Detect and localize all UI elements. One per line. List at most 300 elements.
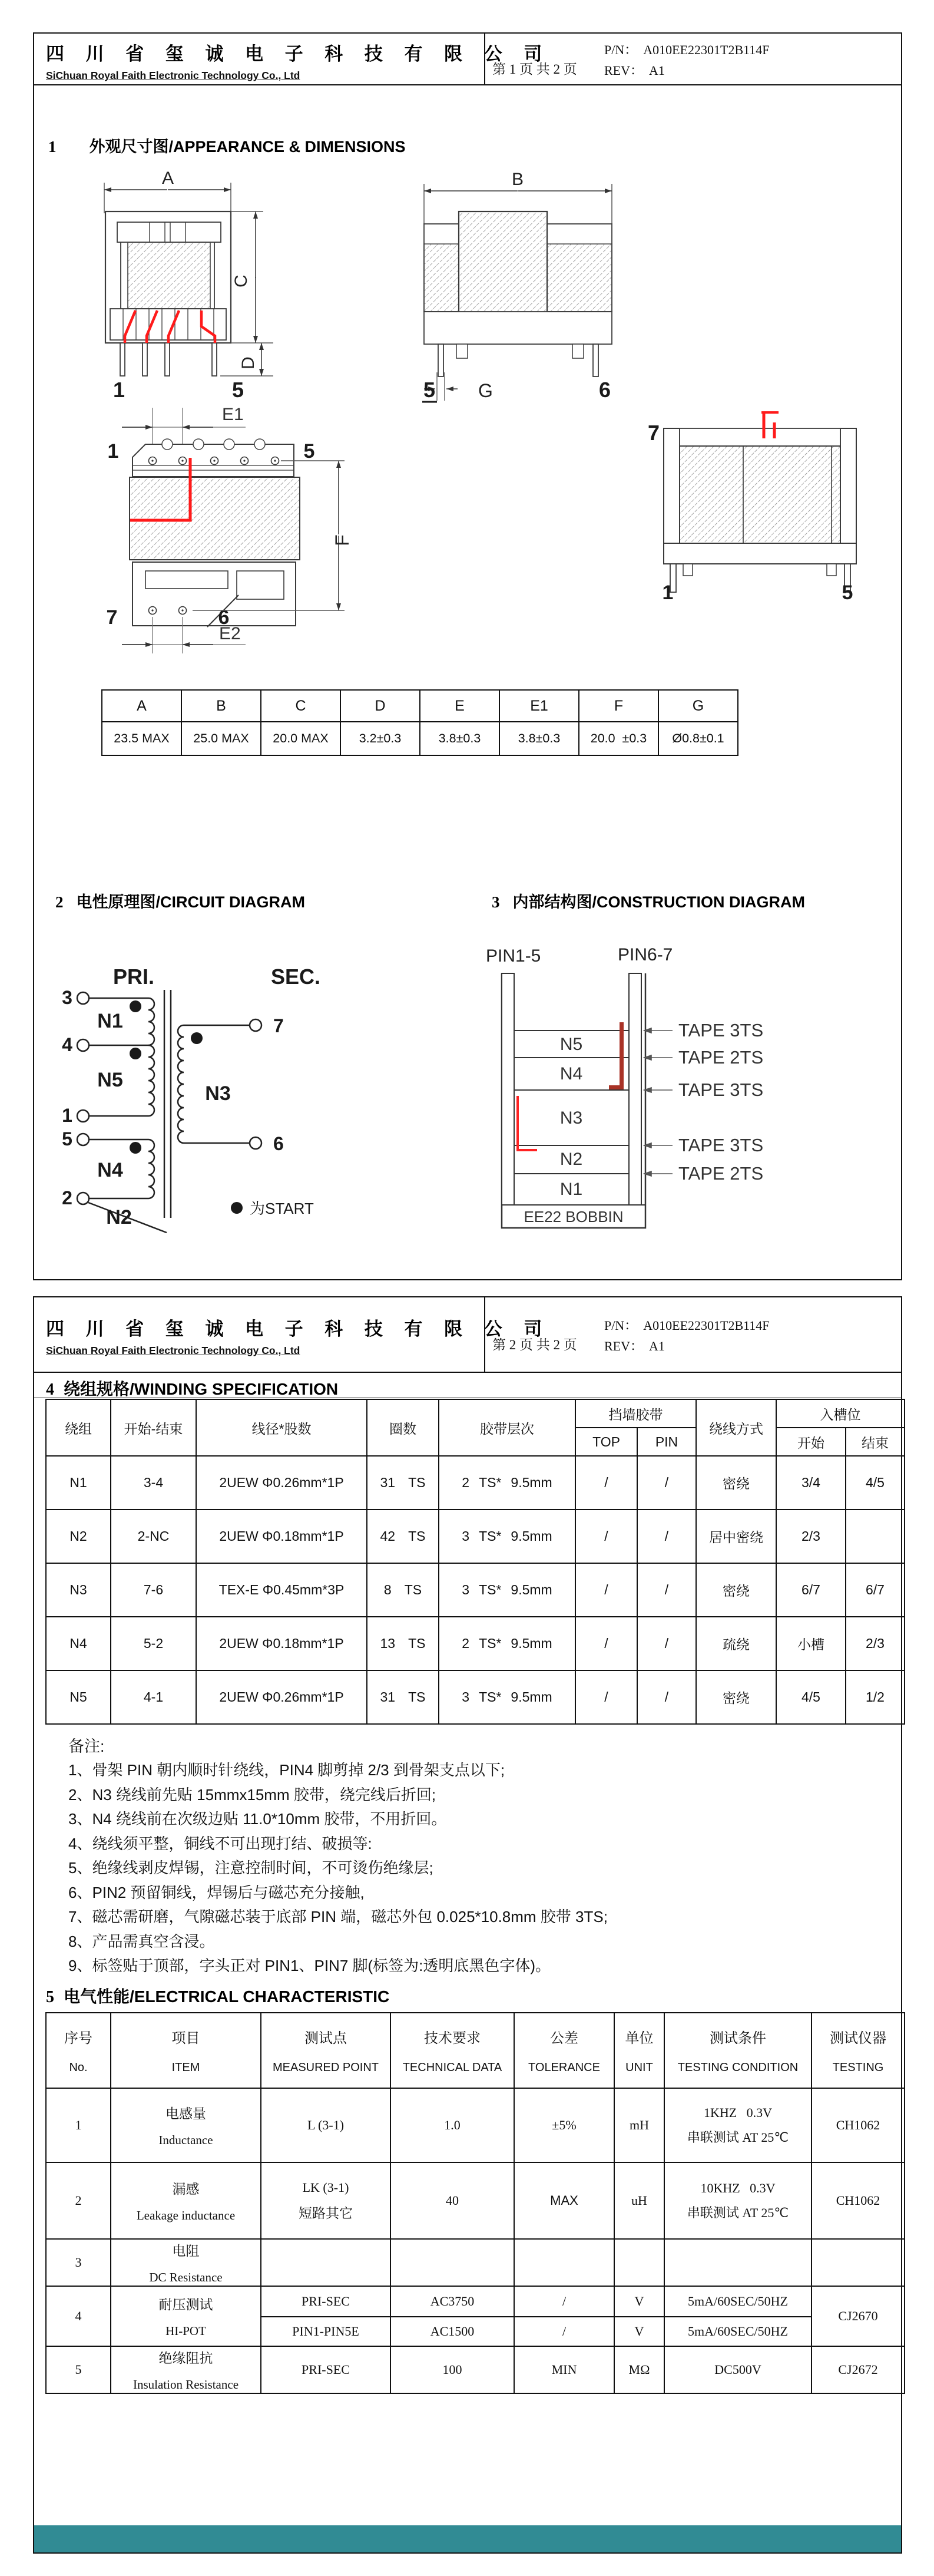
header-wire: 线径*股数 (196, 1399, 367, 1456)
cell-method: 居中密绕 (696, 1510, 776, 1563)
notes-section (68, 1735, 881, 1979)
tape-label-1: TAPE 3TS (678, 1020, 764, 1041)
cell-start-end: 2-NC (111, 1510, 196, 1563)
cell-item (111, 2162, 261, 2239)
header-pin: PIN (637, 1428, 696, 1456)
cell-slot-start: 4/5 (776, 1670, 846, 1724)
cell-wire: 2UEW Φ0.18mm*1P (196, 1510, 367, 1563)
rev-label: REV： (604, 1339, 644, 1353)
tape-unit: TS* (479, 1582, 502, 1597)
tape-label-5: TAPE 2TS (678, 1163, 764, 1184)
electrical-row-3 (46, 2239, 905, 2286)
cell-testing: CH1062 (812, 2162, 905, 2239)
turns-unit: TS (408, 1636, 426, 1651)
header-unit-en: UNIT (625, 2061, 653, 2074)
pins-right-label: PIN6-7 (618, 945, 673, 965)
part-number-block (604, 1315, 770, 1356)
dim-b-label: B (511, 170, 524, 189)
cell-top: / (575, 1563, 637, 1617)
cell-pin: / (637, 1510, 696, 1563)
pin-6-label: 6 (218, 606, 230, 629)
pin-7-label: 7 (273, 1015, 284, 1036)
item-cn: 漏感 (172, 2181, 200, 2197)
header-winding: 绕组 (46, 1399, 111, 1456)
pin-3-label: 3 (62, 987, 72, 1008)
tape-unit: TS* (479, 1528, 502, 1544)
condition-line-1: 10KHZ 0.3V (700, 2180, 776, 2195)
legend-text: 为START (250, 1200, 314, 1217)
cell-point (261, 2239, 390, 2286)
note-item-2: 2、N3 绕线前先贴 15mmx15mm 胶带，绕完线后折回; (68, 1785, 436, 1804)
cell-unit: MΩ (614, 2346, 664, 2393)
tape-unit: TS* (479, 1689, 502, 1705)
tape-unit: TS* (479, 1475, 502, 1490)
turns-value: 8 (383, 1582, 392, 1597)
dim-d-label: D (239, 356, 258, 369)
cell-slot-end: 4/5 (846, 1456, 905, 1510)
cell-no: 2 (46, 2162, 111, 2239)
pin-5-label: 5 (842, 582, 853, 602)
section-3-title (492, 889, 805, 912)
header-data-en: TECHNICAL DATA (402, 2061, 502, 2074)
pin-1-label: 1 (107, 440, 119, 463)
start-dots (130, 1000, 203, 1154)
tape-count: 2 (462, 1636, 470, 1651)
cell-condition: DC500V (664, 2346, 812, 2393)
header-tol-cn: 公差 (550, 2030, 578, 2046)
cell-top: / (575, 1670, 637, 1724)
condition-line-1: 1KHZ 0.3V (703, 2105, 773, 2120)
dim-c-label: C (231, 275, 251, 288)
cell-start-end: 7-6 (111, 1563, 196, 1617)
cell-method: 密绕 (696, 1670, 776, 1724)
pin-4-label: 4 (62, 1034, 72, 1055)
tape-label-3: TAPE 3TS (678, 1079, 764, 1100)
tape-unit: TS* (479, 1636, 502, 1651)
left-flange (664, 428, 680, 555)
cell-data: 100 (390, 2346, 514, 2393)
cell-tolerance: MIN (514, 2346, 614, 2393)
cell-method: 密绕 (696, 1563, 776, 1617)
dim-value-a: 23.5 MAX (102, 722, 181, 755)
cell-name: N2 (46, 1510, 111, 1563)
turns-unit: TS (408, 1528, 426, 1544)
cell-data (390, 2239, 514, 2286)
cell-wire: TEX-E Φ0.45mm*3P (196, 1563, 367, 1617)
dark-red-wire (620, 1022, 624, 1088)
cell-slot-end: 1/2 (846, 1670, 905, 1724)
winding-header-row-1 (46, 1399, 905, 1428)
item-en: Insulation Resistance (133, 2377, 239, 2392)
item-cn: 电感量 (165, 2106, 206, 2121)
dim-header-e1: E1 (499, 690, 579, 722)
cell-top: / (575, 1617, 637, 1670)
pin-5-label: 5 (423, 378, 436, 402)
winding-n3-label: N3 (205, 1082, 231, 1105)
cell-top: / (575, 1510, 637, 1563)
cell-no: 3 (46, 2239, 111, 2286)
construction-diagram (478, 938, 890, 1239)
tape-width: 9.5mm (511, 1528, 552, 1544)
tape-label-4: TAPE 3TS (678, 1135, 764, 1155)
tape-count: 3 (462, 1528, 470, 1544)
cell-turns (367, 1563, 439, 1617)
header-point (261, 2013, 390, 2088)
note-item-8: 8、产品需真空含浸。 (68, 1932, 215, 1950)
dim-header-d: D (340, 690, 420, 722)
winding-row-n2 (46, 1510, 905, 1563)
item-en: HI-POT (165, 2324, 206, 2338)
pin-5-label: 5 (231, 378, 244, 402)
cell-method: 疏绕 (696, 1617, 776, 1670)
dim-header-a: A (102, 690, 181, 722)
tape-width: 9.5mm (511, 1636, 552, 1651)
note-item-3: 3、N4 绕线前在次级边贴 11.0*10mm 胶带，不用折回。 (68, 1810, 447, 1828)
pin-2-label: 2 (62, 1187, 72, 1208)
cell-condition (664, 2088, 812, 2162)
cell-point: L (3-1) (261, 2088, 390, 2162)
item-en: Leakage inductance (136, 2208, 236, 2222)
dim-value-d: 3.2±0.3 (340, 722, 420, 755)
section-2-number: 2 (55, 893, 64, 911)
coil-n1 (148, 998, 154, 1045)
cell-pin: / (637, 1563, 696, 1617)
turns-value: 42 (380, 1528, 396, 1544)
header-condition (664, 2013, 812, 2088)
cell-unit: mH (614, 2088, 664, 2162)
section-3-number: 3 (492, 893, 500, 911)
header-item (111, 2013, 261, 2088)
cell-name: N3 (46, 1563, 111, 1617)
turns-value: 13 (380, 1636, 396, 1651)
cell-no: 5 (46, 2346, 111, 2393)
cell-start-end: 3-4 (111, 1456, 196, 1510)
cell-slot-start: 2/3 (776, 1510, 846, 1563)
coil-n5 (148, 1045, 154, 1116)
note-item-9: 9、标签贴于顶部，字头正对 PIN1、PIN7 脚(标签为:透明底黑色字体)。 (68, 1957, 551, 1974)
cell-pin: / (637, 1617, 696, 1670)
cell-item (111, 2239, 261, 2286)
item-cn: 绝缘阻抗 (158, 2350, 213, 2366)
note-item-4: 4、绕线须平整，铜线不可出现打结、破损等: (68, 1834, 372, 1852)
header-unit-cn: 单位 (625, 2030, 654, 2046)
pn-label: P/N： (604, 1318, 638, 1333)
layer-n1-label: N1 (559, 1180, 583, 1199)
header-no (46, 2013, 111, 2088)
electrical-row-2 (46, 2162, 905, 2239)
cell-no: 4 (46, 2286, 111, 2346)
front-pins (120, 343, 217, 376)
cell-turns (367, 1670, 439, 1724)
cell-condition: 5mA/60SEC/50HZ (664, 2317, 812, 2346)
pin-1-label: 1 (62, 1105, 72, 1126)
header-tape: 胶带层次 (439, 1399, 575, 1456)
cell-unit: V (614, 2317, 664, 2346)
company-block (46, 1314, 550, 1357)
pin-6-label: 6 (598, 378, 611, 402)
dim-header-e: E (420, 690, 499, 722)
right-flange-bar (629, 973, 641, 1205)
winding-n1-label: N1 (97, 1010, 123, 1032)
coil-n3 (178, 1025, 184, 1143)
cell-unit (614, 2239, 664, 2286)
cell-tolerance: / (514, 2317, 614, 2346)
header-no-cn: 序号 (64, 2030, 92, 2046)
secondary-label: SEC. (270, 965, 321, 989)
cell-tolerance: ±5% (514, 2088, 614, 2162)
header-divider (34, 1372, 901, 1373)
cell-tolerance: / (514, 2286, 614, 2317)
cell-testing: CJ2672 (812, 2346, 905, 2393)
header-data-cn: 技术要求 (424, 2030, 481, 2046)
dimension-value-row (102, 722, 738, 755)
section-2-text: 电性原理图/CIRCUIT DIAGRAM (76, 893, 305, 911)
cell-tape (439, 1456, 575, 1510)
section-1-number: 1 (48, 138, 57, 156)
cell-top: / (575, 1456, 637, 1510)
cell-tolerance: MAX (514, 2162, 614, 2239)
red-tape-fold-wire (518, 1096, 537, 1150)
winding-n2-label: N2 (106, 1206, 132, 1228)
tape-label-2: TAPE 2TS (678, 1047, 764, 1068)
cell-item (111, 2286, 261, 2346)
cell-data: AC3750 (390, 2286, 514, 2317)
dim-value-c: 20.0 MAX (261, 722, 340, 755)
cell-tape (439, 1617, 575, 1670)
cell-slot-end: 6/7 (846, 1563, 905, 1617)
section-4-text: 绕组规格/WINDING SPECIFICATION (64, 1380, 339, 1398)
header-wall-tape: 挡墙胶带 (575, 1399, 696, 1428)
cell-point (261, 2162, 390, 2239)
dim-value-e: 3.8±0.3 (420, 722, 499, 755)
left-flange-bar (502, 973, 514, 1205)
header-test-en: TESTING (832, 2061, 884, 2074)
electrical-row-4a (46, 2286, 905, 2317)
company-block (46, 39, 550, 82)
bottom-pin-plate (133, 562, 296, 626)
pn-value: A010EE22301T2B114F (643, 42, 770, 57)
cell-tape (439, 1510, 575, 1563)
header-slot-end: 结束 (846, 1428, 905, 1456)
core-hatch (680, 446, 840, 543)
item-cn: 耐压测试 (158, 2297, 213, 2312)
header-no-en: No. (69, 2061, 88, 2074)
condition-line-2: 串联测试 AT 25℃ (687, 2129, 789, 2145)
tape-count: 3 (462, 1582, 470, 1597)
cell-pin: / (637, 1670, 696, 1724)
rev-value: A1 (649, 63, 665, 78)
cell-unit: V (614, 2286, 664, 2317)
cell-name: N5 (46, 1670, 111, 1724)
primary-label: PRI. (112, 965, 155, 989)
section-4-title (46, 1376, 338, 1400)
turns-unit: TS (408, 1475, 426, 1490)
header-cond-cn: 测试条件 (710, 2030, 766, 2046)
cell-slot-start: 6/7 (776, 1563, 846, 1617)
bobbin-top-flange (117, 222, 221, 242)
header-test-cn: 测试仪器 (830, 2030, 886, 2046)
header-cond-en: TESTING CONDITION (677, 2061, 799, 2074)
rev-value: A1 (649, 1339, 665, 1353)
side-view-2-drawing (637, 396, 879, 602)
cell-data: 40 (390, 2162, 514, 2239)
company-name-en: SiChuan Royal Faith Electronic Technology Co., Ltd (46, 70, 300, 81)
item-en: Inductance (158, 2133, 213, 2147)
tape-width: 9.5mm (511, 1582, 552, 1597)
layer-n3-label: N3 (559, 1108, 583, 1128)
dim-header-f: F (579, 690, 658, 722)
winding-row-n1 (46, 1456, 905, 1510)
pins-left-label: PIN1-5 (486, 946, 541, 966)
header-point-en: MEASURED POINT (272, 2061, 379, 2074)
winding-n4-label: N4 (97, 1159, 123, 1181)
pn-value: A010EE22301T2B114F (643, 1318, 770, 1333)
cell-turns (367, 1617, 439, 1670)
header-item-cn: 项目 (171, 2030, 200, 2046)
dim-value-g: Ø0.8±0.1 (658, 722, 738, 755)
electrical-row-5 (46, 2346, 905, 2393)
section-2-title (55, 889, 305, 912)
header-testing (812, 2013, 905, 2088)
circuit-diagram (60, 956, 390, 1239)
note-item-1: 1、骨架 PIN 朝内顺时针绕线，PIN4 脚剪掉 2/3 到骨架支点以下; (68, 1761, 505, 1779)
winding-hatch (128, 242, 210, 309)
dim-e2-label: E2 (219, 624, 241, 643)
cell-condition (664, 2239, 812, 2286)
bottom-view-drawing (87, 399, 369, 658)
dim-value-f: 20.0 ±0.3 (579, 722, 658, 755)
electrical-header-row (46, 2013, 905, 2088)
header-item-en: ITEM (171, 2061, 200, 2074)
layer-n4-label: N4 (559, 1064, 583, 1084)
winding-row-n5 (46, 1670, 905, 1724)
header-divider (34, 84, 901, 85)
page-number: 第 1 页 共 2 页 (492, 62, 577, 77)
cell-wire: 2UEW Φ0.18mm*1P (196, 1617, 367, 1670)
turns-unit: TS (408, 1689, 426, 1705)
front-view-drawing (90, 166, 302, 402)
pin-5-label: 5 (62, 1128, 72, 1150)
dimension-header-row (102, 690, 738, 722)
cell-condition: 5mA/60SEC/50HZ (664, 2286, 812, 2317)
cell-no: 1 (46, 2088, 111, 2162)
turns-unit: TS (404, 1582, 422, 1597)
dimension-table (101, 689, 738, 756)
section-5-title (46, 1984, 389, 2007)
point-line-1: LK (3-1) (302, 2179, 349, 2195)
cell-tape (439, 1563, 575, 1617)
winding-n5-label: N5 (97, 1069, 123, 1091)
header-slot-start: 开始 (776, 1428, 846, 1456)
tape-count: 2 (462, 1475, 470, 1490)
pin-5-label: 5 (303, 440, 315, 463)
cell-slot-start: 3/4 (776, 1456, 846, 1510)
note-item-6: 6、PIN2 预留铜线，焊锡后与磁芯充分接触, (68, 1883, 365, 1901)
pins (670, 564, 850, 592)
cell-tolerance (514, 2239, 614, 2286)
turns-value: 31 (380, 1475, 396, 1490)
dim-g-label: G (478, 380, 493, 401)
cell-testing: CH1062 (812, 2088, 905, 2162)
cell-slot-start: 小槽 (776, 1617, 846, 1670)
cell-start-end: 4-1 (111, 1670, 196, 1724)
part-number-block (604, 39, 770, 81)
layer-n5-label: N5 (559, 1035, 583, 1054)
header-top: TOP (575, 1428, 637, 1456)
cell-name: N1 (46, 1456, 111, 1510)
cell-turns (367, 1456, 439, 1510)
company-name-cn: 四 川 省 玺 诚 电 子 科 技 有 限 公 司 (46, 44, 551, 64)
cell-name: N4 (46, 1617, 111, 1670)
cell-pin: / (637, 1456, 696, 1510)
tape-width: 9.5mm (511, 1689, 552, 1705)
section-1-text: 外观尺寸图/APPEARANCE & DIMENSIONS (89, 138, 406, 156)
cell-data: AC1500 (390, 2317, 514, 2346)
coil-n4 (148, 1140, 154, 1198)
layer-n2-label: N2 (559, 1150, 583, 1169)
page-2 (33, 1296, 902, 2554)
dim-value-b: 25.0 MAX (181, 722, 261, 755)
point-line-2: 短路其它 (299, 2205, 353, 2221)
cell-condition (664, 2162, 812, 2239)
section-5-text: 电气性能/ELECTRICAL CHARACTERISTIC (64, 1987, 390, 2006)
cell-item (111, 2088, 261, 2162)
cell-method: 密绕 (696, 1456, 776, 1510)
cell-tape (439, 1670, 575, 1724)
header-start-end: 开始-结束 (111, 1399, 196, 1456)
side-view-drawing (422, 166, 670, 414)
cell-testing: CJ2670 (812, 2286, 905, 2346)
electrical-table (45, 2012, 905, 2394)
pin-6-label: 6 (273, 1133, 284, 1154)
pin-1-label: 1 (662, 582, 674, 602)
header-tol-en: TOLERANCE (528, 2061, 600, 2074)
pin-1-label: 1 (112, 378, 125, 402)
section-4-number: 4 (46, 1381, 54, 1399)
page-1 (33, 32, 902, 1280)
cell-point: PRI-SEC (261, 2346, 390, 2393)
electrical-row-1 (46, 2088, 905, 2162)
cell-slot-end: 2/3 (846, 1617, 905, 1670)
item-cn: 电阻 (172, 2243, 200, 2258)
turns-value: 31 (380, 1689, 396, 1705)
pn-label: P/N： (604, 42, 638, 57)
section-3-text: 内部结构图/CONSTRUCTION DIAGRAM (512, 893, 805, 911)
condition-line-2: 串联测试 AT 25℃ (687, 2205, 789, 2220)
notes-title: 备注: (68, 1738, 105, 1755)
dim-value-e1: 3.8±0.3 (499, 722, 579, 755)
pin-7-label: 7 (106, 606, 118, 629)
tape-leader-lines (644, 1028, 673, 1176)
winding-spec-table (45, 1399, 905, 1725)
page-number: 第 2 页 共 2 页 (492, 1337, 577, 1352)
header-turns: 圈数 (367, 1399, 439, 1456)
cell-wire: 2UEW Φ0.26mm*1P (196, 1670, 367, 1724)
cell-turns (367, 1510, 439, 1563)
dim-header-b: B (181, 690, 261, 722)
item-en: DC Resistance (149, 2270, 223, 2284)
cell-point: PIN1-PIN5E (261, 2317, 390, 2346)
pin-7-label: 7 (648, 421, 660, 445)
bottom-flange (424, 312, 612, 344)
cell-testing (812, 2239, 905, 2286)
section-5-number: 5 (46, 1988, 54, 2006)
section-1-title (48, 134, 406, 157)
company-name-cn: 四 川 省 玺 诚 电 子 科 技 有 限 公 司 (46, 1319, 551, 1339)
cell-unit: uH (614, 2162, 664, 2239)
header-tolerance (514, 2013, 614, 2088)
dim-header-g: G (658, 690, 738, 722)
